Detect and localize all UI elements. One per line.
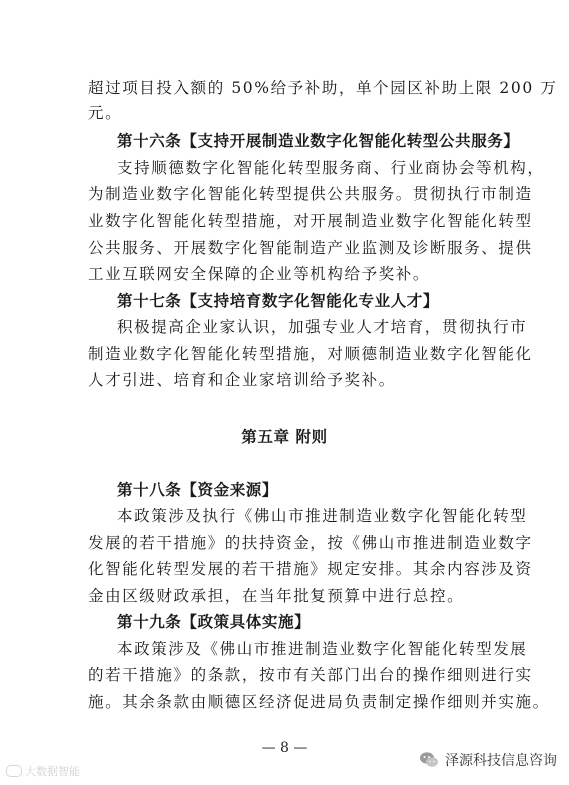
body-line: 本政策涉及执行《佛山市推进制造业数字化智能化转型 bbox=[117, 507, 528, 525]
page-number: — 8 — bbox=[261, 740, 308, 756]
body-line: 人才引进、培育和企业家培训给予奖补。 bbox=[88, 371, 396, 389]
wechat-account-name: 泽源科技信息咨询 bbox=[445, 753, 557, 769]
watermark-left-text: 大数据智能 bbox=[25, 765, 80, 778]
body-line: 超过项目投入额的 50%给予补助，单个园区补助上限 200 万 bbox=[88, 79, 558, 97]
body-line: 本政策涉及《佛山市推进制造业数字化智能化转型发展 bbox=[117, 640, 528, 658]
body-line: 工业互联网安全保障的企业等机构给予奖补。 bbox=[88, 265, 431, 283]
chapter-5-title: 第五章 附则 bbox=[241, 428, 328, 446]
article-17-heading: 第十七条【支持培育数字化智能化专业人才】 bbox=[117, 292, 440, 310]
watermark-left bbox=[6, 763, 80, 779]
body-line: 施。其余条款由顺德区经济促进局负责制定操作细则并实施。 bbox=[88, 693, 550, 711]
wechat-icon bbox=[419, 751, 439, 769]
article-19-heading: 第十九条【政策具体实施】 bbox=[117, 613, 311, 631]
body-line: 制造业数字化智能化转型措施，对顺德制造业数字化智能化 bbox=[88, 345, 533, 363]
wechat-account-watermark bbox=[419, 750, 557, 770]
body-line: 的若干措施》的条款，按市有关部门出台的操作细则进行实 bbox=[88, 666, 533, 684]
body-line: 业数字化智能化转型措施，对开展制造业数字化智能化转型 bbox=[88, 212, 533, 230]
body-line: 支持顺德数字化智能化转型服务商、行业商协会等机构， bbox=[117, 159, 545, 177]
body-line: 公共服务、开展数字化智能制造产业监测及诊断服务、提供 bbox=[88, 239, 533, 257]
article-18-heading: 第十八条【资金来源】 bbox=[117, 481, 279, 499]
body-line: 发展的若干措施》的扶持资金，按《佛山市推进制造业数字 bbox=[88, 534, 533, 552]
article-16-heading: 第十六条【支持开展制造业数字化智能化转型公共服务】 bbox=[117, 132, 520, 150]
body-line: 元。 bbox=[88, 104, 123, 122]
body-line: 为制造业数字化智能化转型提供公共服务。贯彻执行市制造 bbox=[88, 185, 533, 203]
body-line: 积极提高企业家认识，加强专业人才培育，贯彻执行市 bbox=[117, 318, 528, 336]
watermark-logo-icon bbox=[6, 765, 22, 777]
body-line: 化智能化转型发展的若干措施》规定安排。其余内容涉及资 bbox=[88, 560, 533, 578]
body-line: 金由区级财政承担，在当年批复预算中进行总控。 bbox=[88, 587, 465, 605]
